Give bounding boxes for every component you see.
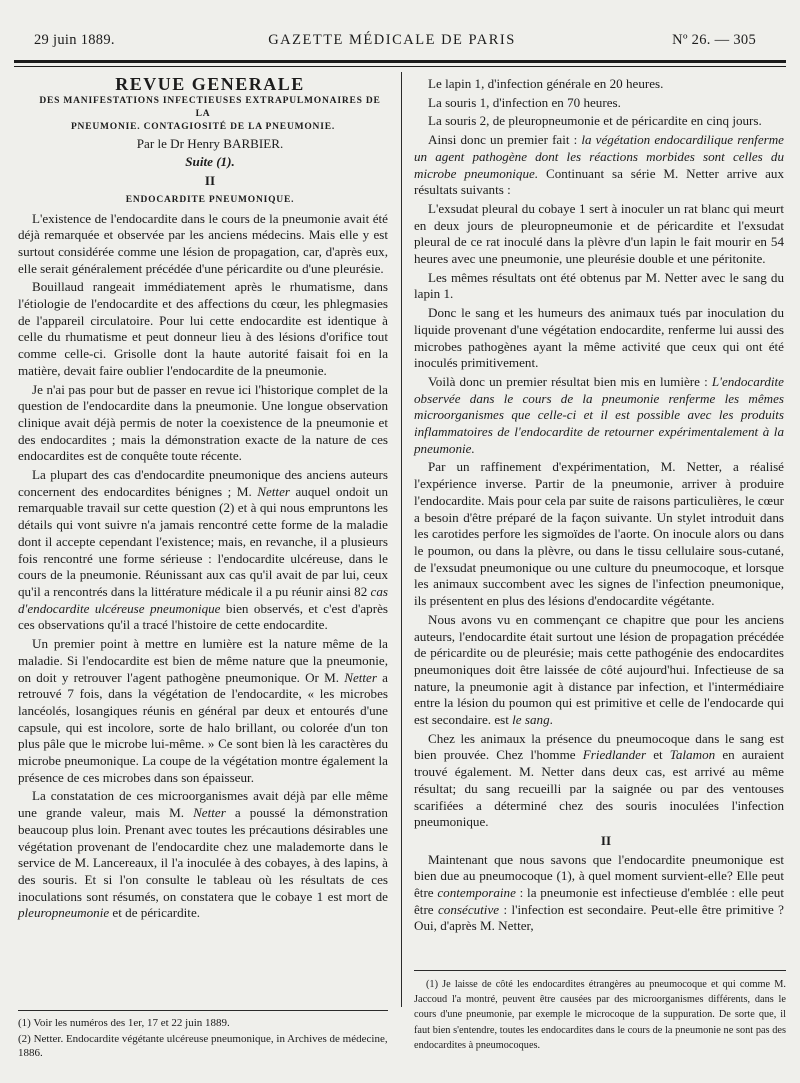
section-number: II — [204, 173, 216, 189]
footnote-2: (2) Netter. Endocardite végétante ulcéreuse pneumonique, in Archives de médecine, 1886. — [18, 1033, 388, 1059]
header-rule-thin — [14, 66, 786, 67]
paragraph: Bouillaud rangeait immédiatement après le rhumatisme, dans l'étiologie de l'endocardite et des affections du cœur, les phlegmasies de l'appareil circulatoire. Pour lui cette endocardite est identique à celle du rhumatisme et peut donneur lieu à des lésions d'orifice tout comme celle-ci. Grisolle dont la haute autorité faisait foi en la matière, devait faire oublier l'endocardite de la pneumonie. — [18, 279, 388, 378]
header-rule-thick — [14, 60, 786, 63]
emphasis: cas d'endocardite ulcéreuse pneumonique — [18, 583, 388, 616]
footnote-right-text: (1) Je laisse de côté les endocardites étrangères au pneumocoque et qui comme M. Jaccoud l'a montré, peuvent être causées par des microorganismes différents, dans le cours d'une pneumonie, par exemple le microcoque de la suppuration. De sorte que, il faut bien s'entendre, toutes les endocardites dans le cours de la pneumonie ne sont pas des endocardites à pneumocoques. — [414, 979, 786, 1051]
column-divider — [401, 72, 402, 1007]
paragraph — [414, 852, 784, 936]
emphasis: consécutive — [438, 901, 500, 917]
section-number: II — [600, 832, 612, 848]
right-footnote — [414, 970, 786, 1053]
author-name: Friedlander — [582, 747, 647, 763]
text-run: bien observés, et c'est d'après ces observations qu'il a tracé l'histoire de cette endocardite. — [18, 600, 388, 633]
paragraph: La souris 1, d'infection en 70 heures. — [428, 94, 621, 110]
paragraph — [414, 612, 784, 729]
text-run: . — [549, 712, 553, 728]
section-heading: ENDOCARDITE PNEUMONIQUE. — [125, 194, 295, 205]
text-run: et de péricardite. — [109, 905, 201, 921]
text-run: : l'infection est secondaire. Peut-elle être primitive ? Oui, d'après M. Netter, — [414, 901, 784, 934]
paragraph: La souris 2, de pleuropneumonie et de péricardite en cinq jours. — [428, 113, 762, 129]
text-run: Un premier point à mettre en lumière est la nature même de la maladie. Si l'endocardite est bien de même nature que la pneumonie, on doit y retrouver l'agent pathogène pneumonique. Or M. — [18, 636, 388, 685]
paragraph — [414, 731, 784, 831]
article-author: Par le Dr Henry BARBIER. — [136, 135, 284, 151]
text-run: auquel ondoit un remarquable travail sur cette question (2) et à qui nous empruntons les détails qui vont suivre n'a jamais rencontré cette forme de la maladie dont il accepte cependant l'existence; mais, en revanche, il a plusieurs fois rencontré une forme sérieuse : l'endocardite ulcéreuse, dans le cours de la pneumonie. Réunissant aux cas qu'il avait de par lui, ceux qu'il a rencontrés dans la littérature médicale il a pu réunir ainsi 82 — [18, 483, 388, 599]
paragraph: Je n'ai pas pour but de passer en revue ici l'historique complet de la question de l'endocardite dans la pneumonie. Une longue observation clinique avait déjà permis de noter la coexistence de la pneumonie et des endocardites ; mais la démonstration exacte de la nature de ces endocardites est de conquête toute récente. — [18, 381, 388, 464]
text-run: Chez les animaux la présence du pneumocoque dans le sang est bien prouvée. Chez l'homme — [414, 730, 784, 763]
text-run: Nous avons vu en commençant ce chapitre que pour les anciens auteurs, l'endocardite était surtout une lésion de propagation précédée de péricardite ou de pleurésie; mais cette pathogénie des endocardites pneumoniques doit être laissée de côté aujourd'hui. Infectieuse de sa nature, la pneumonie agit à distance par infection, et l'intermédiaire entre la lésion du poumon qui est primitive et celle de l'endocarde qui est secondaire. est — [414, 611, 784, 728]
author-name: Netter — [193, 805, 226, 821]
article-title: REVUE GENERALE — [115, 74, 305, 94]
text-run: a retrouvé 7 fois, dans la végétation de l'endocardite, « les microbes lancéolés, losangiques réunis en général par deux et entourés d'une capsule, qui est incolore, sorte de halo brillant, ou colorée d'un ton plus pâle que le microbe lui-même. » Ce sont bien là les caractères du microbe pneumonique. La coupe de la végétation montre également la présence de ces microbes dans son épaisseur. — [18, 669, 388, 785]
text-run: Continuant sa série M. Netter arrive aux résultats suivants : — [414, 165, 785, 198]
author-name: Netter — [257, 483, 290, 499]
paragraph: Donc le sang et les humeurs des animaux tués par inoculation du liquide provenant d'une végétation endocardite, renferme lui aussi des microbes pathogènes ayant la même activité que ceux qui ont été inoculés primitivement. — [414, 305, 784, 371]
emphasis: pleuropneumonie — [18, 905, 110, 921]
journal-title: GAZETTE MÉDICALE DE PARIS — [268, 32, 516, 48]
text-run: et — [646, 747, 670, 763]
page-number: Nº 26. — 305 — [672, 32, 756, 48]
subtitle-line-2: PNEUMONIE. CONTAGIOSITÉ DE LA PNEUMONIE. — [70, 121, 336, 132]
paragraph: Les mêmes résultats ont été obtenus par M. Netter avec le sang du lapin 1. — [414, 269, 784, 302]
issue-date: 29 juin 1889. — [34, 32, 115, 48]
article-subtitle — [18, 95, 388, 134]
paragraph: Par un raffinement d'expérimentation, M. Netter, a réalisé l'expérience inverse. Partir de la pneumonie, arriver à produire l'endocardite. Mais pour cela par suite de raisons particulières, le cœur a besoin d'être préparé de la façon suivante. Un stylet introduit dans les carotides perfore les sigmoïdes de l'aorte. On inocule alors ou dans le poumon, ou dans la plèvre, ou dans le tissu cellulaire sous-cutané, de l'exsudat pneumonique ou une culture du pneumocoque, et lorsque les animaux succombent avec les signes de l'infection pneumonique, ils présentent en plus des lésions d'endocardite végétante. — [414, 459, 784, 609]
subtitle-line-1: DES MANIFESTATIONS INFECTIEUSES EXTRAPULMONAIRES DE LA — [39, 95, 381, 119]
paragraph: L'exsudat pleural du cobaye 1 sert à inoculer un rat blanc qui meurt en deux jours de pleuropneumonie et de péricardite et l'exsudat pleural de ce rat inoculé dans la plèvre d'un lapin le fait mourir en 54 heures avec une pneumonie, une pleurésie double et une péritonite. — [414, 200, 784, 267]
paragraph — [18, 788, 388, 922]
page-header — [28, 32, 756, 54]
paragraph — [18, 636, 388, 786]
suite-label: Suite (1). — [185, 154, 235, 170]
text-run: La constatation de ces microorganismes avait déjà par elle même une grande valeur, mais M. — [18, 788, 388, 821]
text-run: en auraient trouvé également. M. Netter dans deux cas, est arrivé au même résultat; du sang recueilli par la saignée ou par des ventouses scarifiées a déterminé chez des souris inoculées l'infection pneumonique. — [414, 747, 784, 830]
footnote-rule — [414, 970, 786, 971]
paragraph — [18, 467, 388, 634]
paragraph — [414, 374, 784, 458]
right-column — [414, 76, 784, 937]
left-column — [18, 76, 388, 924]
emphasis: le sang — [512, 712, 550, 728]
paragraph — [414, 132, 784, 199]
footnote-rule — [18, 1010, 388, 1011]
author-name: Netter — [344, 669, 377, 685]
paragraph: Le lapin 1, d'infection générale en 20 heures. — [428, 76, 664, 91]
emphasis: L'endocardite observée dans le cours de la pneumonie renferme les mêmes microorganismes que celle-ci et il est possible avec les produits inflammatoires de l'endocardite de retourner expérimentalement à la pneumonie. — [414, 373, 784, 456]
emphasis: contemporaine — [437, 885, 516, 901]
text-run: Voilà donc un premier résultat bien mis en lumière : — [428, 373, 712, 389]
text-run: a poussé la démonstration beaucoup plus loin. Prenant avec toutes les précautions désirables une végétation provenant de l'endocardite chez une malademorte dans le service de M. Lancereaux, il l'a inoculée à des cobayes, à des lapins, à des souris. Et si l'on consulte le tableau où les résultats de ces inoculations sont résumés, on constatera que le cobaye 1 est mort de — [18, 805, 388, 904]
text-run: Ainsi donc un premier fait : — [428, 132, 582, 148]
text-run: La plupart des cas d'endocardite pneumonique des anciens auteurs concernent des endocardites bénignes ; M. — [18, 467, 388, 499]
left-footnotes — [18, 1010, 388, 1062]
paragraph: L'existence de l'endocardite dans le cours de la pneumonie avait été déjà remarquée et observée par les anciens médecins. Mais elle y est surtout considérée comme une lésion de propagation, car, d'après eux, elle serait généralement précédée d'une péricardite ou d'une pleurésie. — [18, 210, 388, 276]
emphasis: la végétation endocardilique renferme un agent pathogène dont les réactions morbides sont celles du microbe pneumonique. — [414, 132, 784, 181]
text-run: Maintenant que nous savons que l'endocardite pneumonique est bien due au pneumocoque (1), à quel moment survient-elle? Elle peut être — [414, 851, 784, 901]
author-name: Talamon — [669, 747, 716, 763]
footnote-1: (1) Voir les numéros des 1er, 17 et 22 juin 1889. — [18, 1017, 230, 1029]
text-run: : la pneumonie est infectieuse d'emblée : elle peut être — [414, 885, 784, 917]
